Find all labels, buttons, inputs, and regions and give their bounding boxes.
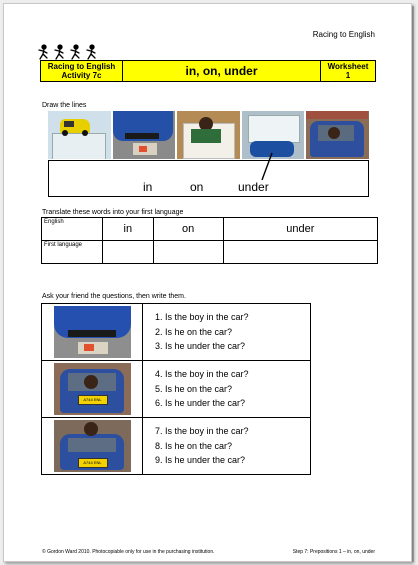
question-list <box>143 367 310 411</box>
table-row <box>42 218 378 241</box>
list-item: 3. Is he under the car? <box>165 339 310 354</box>
question-photo-cell <box>42 304 143 361</box>
english-word-under: under <box>223 218 377 241</box>
worksheet-label: Worksheet <box>327 62 369 71</box>
question-list <box>143 424 310 468</box>
title-banner <box>40 60 376 82</box>
match-word-under: under <box>238 180 269 194</box>
question-list-cell <box>143 418 311 475</box>
photo-on-car <box>54 420 131 472</box>
question-list-cell <box>143 304 311 361</box>
list-item: 9. Is he under the car? <box>165 453 310 468</box>
word-match-box <box>48 160 369 197</box>
photo-boy-in-car <box>306 111 369 159</box>
first-language-label: First language <box>42 241 103 264</box>
question-photo-cell <box>42 361 143 418</box>
banner-series-cell <box>41 61 123 81</box>
translation-cell-under[interactable] <box>223 241 377 264</box>
draw-lines-instruction: Draw the lines <box>42 102 87 109</box>
match-word-in: in <box>143 180 153 194</box>
license-plate: A744 ENL <box>78 458 108 468</box>
question-photo-cell <box>42 418 143 475</box>
table-row <box>42 361 311 418</box>
photo-in-car <box>54 363 131 415</box>
worksheet-page <box>3 3 412 562</box>
list-item: 1. Is the boy in the car? <box>165 310 310 325</box>
translation-cell-on[interactable] <box>153 241 223 264</box>
footer-step: Step 7: Prepositions 1 – in, on, under <box>292 549 375 555</box>
table-row <box>42 418 311 475</box>
photo-boy-in-box <box>177 111 240 159</box>
translate-instruction: Translate these words into your first language <box>42 209 184 216</box>
photo-car-on-box <box>48 111 111 159</box>
list-item: 5. Is he on the car? <box>165 382 310 397</box>
question-list <box>143 310 310 354</box>
list-item: 2. Is he on the car? <box>165 325 310 340</box>
table-row <box>42 304 311 361</box>
license-plate: A744 ENL <box>78 395 108 405</box>
list-item: 6. Is he under the car? <box>165 396 310 411</box>
list-item: 4. Is the boy in the car? <box>165 367 310 382</box>
english-word-on: on <box>153 218 223 241</box>
banner-worksheet-cell <box>321 61 375 81</box>
list-item: 7. Is the boy in the car? <box>165 424 310 439</box>
example-match-line <box>4 4 411 561</box>
footer-copyright: © Gordon Ward 2010. Photocopiable only for use in the purchasing institution. <box>42 549 215 555</box>
banner-activity: Activity 7c <box>61 71 102 80</box>
question-list-cell <box>143 361 311 418</box>
worksheet-number: 1 <box>345 71 351 80</box>
translation-table <box>41 217 378 264</box>
banner-series: Racing to English <box>47 62 116 71</box>
match-word-on: on <box>190 180 204 194</box>
list-item: 8. Is he on the car? <box>165 439 310 454</box>
photo-under-car <box>54 306 131 358</box>
translation-cell-in[interactable] <box>103 241 154 264</box>
photo-boy-under-car <box>113 111 176 159</box>
table-row <box>42 241 378 264</box>
header-tag: Racing to English <box>312 30 375 39</box>
photo-box-on-car <box>242 111 305 159</box>
photo-strip <box>48 111 369 159</box>
banner-title: in, on, under <box>123 61 321 81</box>
english-word-in: in <box>103 218 154 241</box>
questions-instruction: Ask your friend the questions, then write them. <box>42 293 186 300</box>
english-label: English <box>42 218 103 241</box>
questions-table <box>41 303 311 475</box>
